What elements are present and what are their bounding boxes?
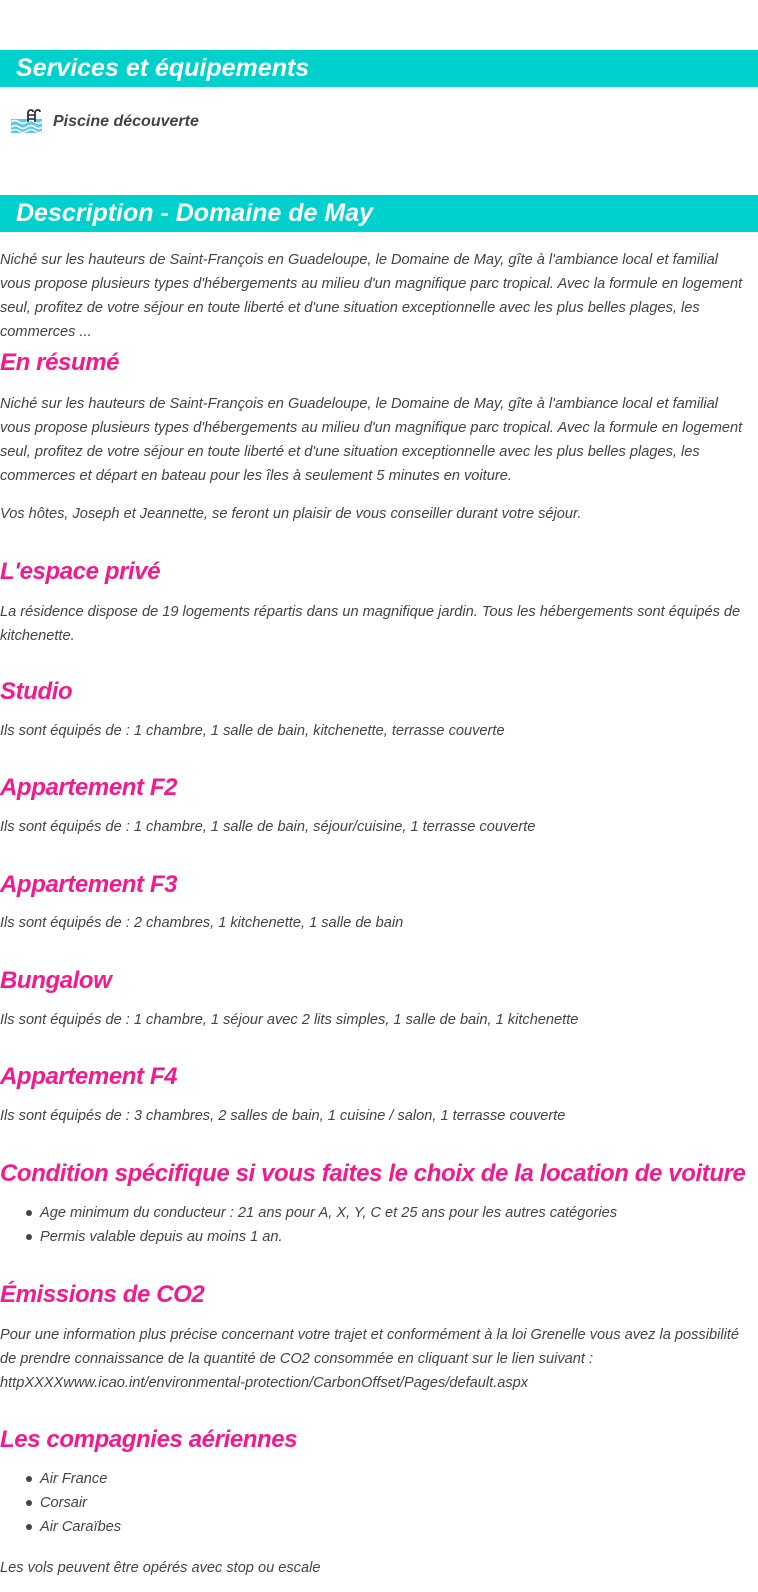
resume-text: Niché sur les hauteurs de Saint-François en Guadeloupe, le Domaine de May, gîte à l'ambiance local et familial vous propose plusieurs types d'hébergements au milieu d'un magnifique parc tropical. Avec la formule en logement seul, profitez de votre séjour en toute liberté et d'une situation exceptionnelle avec les plus belles plages, les commerces et départ en bateau pour les îles à seulement 5 minutes en voiture. <box>0 396 743 484</box>
airlines-list <box>0 1467 750 1539</box>
service-item-label: Piscine découverte <box>53 113 199 130</box>
room-heading-f2: Appartement F2 <box>0 774 178 801</box>
resume-heading: En résumé <box>0 349 120 376</box>
location-heading: Condition spécifique si vous faites le choix de la location de voiture <box>0 1160 746 1187</box>
co2-text: Pour une information plus précise concernant votre trajet et conformément à la loi Grenelle vous avez la possibilité de prendre connaissance de la quantité de CO2 consommée en cliquant sur le lien suivant : httpXXXXwww.icao.int/environmental-protection/CarbonOffset/Pages/default.aspx <box>0 1327 739 1391</box>
room-text-f4: Ils sont équipés de : 3 chambres, 2 salles de bain, 1 cuisine / salon, 1 terrasse couverte <box>0 1108 566 1124</box>
espace-text: La résidence dispose de 19 logements répartis dans un magnifique jardin. Tous les hébergements sont équipés de kitchenette. <box>0 604 741 644</box>
room-heading-f3: Appartement F3 <box>0 871 178 898</box>
room-heading-studio: Studio <box>0 678 73 705</box>
services-title-banner: Services et équipements <box>0 50 758 87</box>
description-title-banner: Description - Domaine de May <box>0 195 758 232</box>
airlines-note: Les vols peuvent être opérés avec stop ou escale <box>0 1560 321 1576</box>
location-conditions-list <box>0 1201 750 1249</box>
list-item: Air France <box>0 1467 750 1491</box>
room-text-f2: Ils sont équipés de : 1 chambre, 1 salle de bain, séjour/cuisine, 1 terrasse couverte <box>0 819 536 835</box>
list-item: Permis valable depuis au moins 1 an. <box>0 1225 750 1249</box>
pool-icon <box>11 109 42 135</box>
resume-hosts: Vos hôtes, Joseph et Jeannette, se feront un plaisir de vous conseiller durant votre séjour. <box>0 506 582 522</box>
service-item-pool <box>11 109 199 135</box>
room-text-bungalow: Ils sont équipés de : 1 chambre, 1 séjour avec 2 lits simples, 1 salle de bain, 1 kitchenette <box>0 1012 579 1028</box>
espace-heading: L'espace privé <box>0 558 161 585</box>
description-intro: Niché sur les hauteurs de Saint-François en Guadeloupe, le Domaine de May, gîte à l'ambiance local et familial vous propose plusieurs types d'hébergements au milieu d'un magnifique parc tropical. Avec la formule en logement seul, profitez de votre séjour en toute liberté et d'une situation exceptionnelle avec les plus belles plages, les commerces ... <box>0 252 743 340</box>
room-text-f3: Ils sont équipés de : 2 chambres, 1 kitchenette, 1 salle de bain <box>0 915 404 931</box>
room-text-studio: Ils sont équipés de : 1 chambre, 1 salle de bain, kitchenette, terrasse couverte <box>0 723 505 739</box>
list-item: Age minimum du conducteur : 21 ans pour A, X, Y, C et 25 ans pour les autres catégories <box>0 1201 750 1225</box>
list-item: Air Caraïbes <box>0 1515 750 1539</box>
room-heading-bungalow: Bungalow <box>0 967 112 994</box>
co2-heading: Émissions de CO2 <box>0 1281 205 1308</box>
room-heading-f4: Appartement F4 <box>0 1063 178 1090</box>
airlines-heading: Les compagnies aériennes <box>0 1426 298 1453</box>
list-item: Corsair <box>0 1491 750 1515</box>
